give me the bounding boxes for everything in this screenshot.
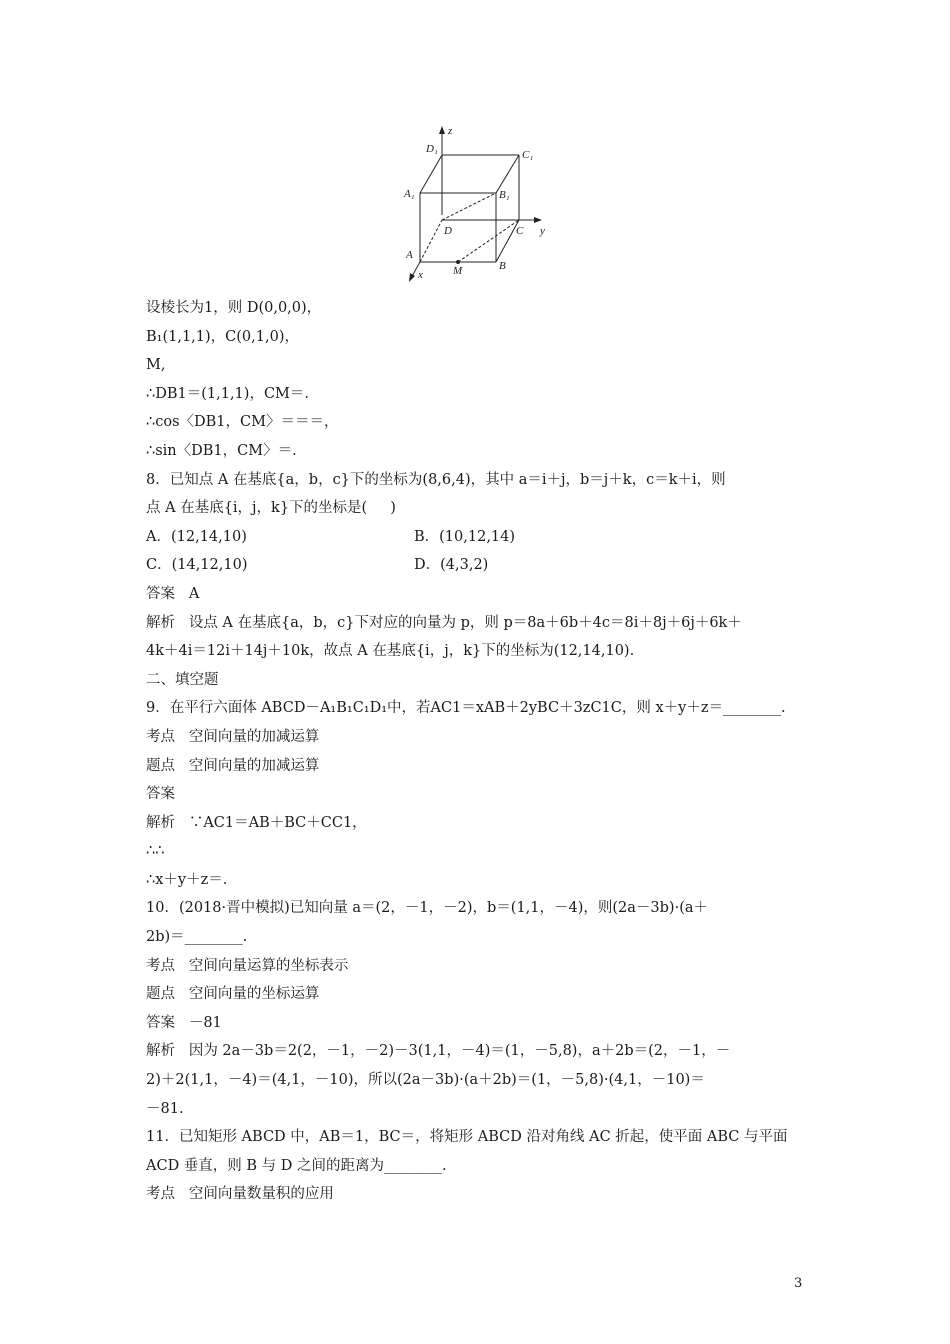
- option-c: C．(14,12,10): [146, 557, 248, 574]
- label-x: x: [418, 269, 423, 281]
- label-m: M: [453, 265, 463, 277]
- label-a1: A₁: [404, 188, 415, 200]
- label-d1: D₁: [426, 143, 438, 155]
- option-a: A．(12,14,10): [146, 528, 247, 545]
- z-axis-arrow: [439, 126, 445, 134]
- point-m: [456, 260, 460, 264]
- label-z: z: [448, 125, 453, 137]
- text-line: 题点 空间向量的坐标运算: [146, 986, 320, 1003]
- cube-diagram: [398, 122, 558, 287]
- question-9-line: 9．在平行六面体 ABCD－A₁B₁C₁D₁中，若AC1＝xAB＋2yBC＋3zC1C，则 x＋y＋z＝________.: [146, 700, 786, 717]
- answer-line: 答案 A: [146, 585, 200, 602]
- label-d: D: [444, 225, 452, 237]
- answer-line: 答案: [146, 786, 175, 803]
- text-line: 考点 空间向量的加减运算: [146, 728, 320, 745]
- edge-b1c1: [496, 155, 519, 193]
- question-10-line: 2b)＝________.: [146, 929, 248, 946]
- options-row: [146, 523, 816, 552]
- text-line: ∴DB1＝(1,1,1)，CM＝.: [146, 385, 309, 402]
- edge-a1d1: [420, 155, 442, 193]
- text-line: M,: [146, 357, 166, 374]
- question-10-line: 10．(2018·晋中模拟)已知向量 a＝(2，－1，－2)，b＝(1,1，－4)，则(2a－3b)·(a＋: [146, 900, 709, 917]
- label-c: C: [516, 225, 524, 237]
- x-axis-arrow: [409, 273, 415, 282]
- page-number: 3: [794, 1276, 803, 1291]
- cube-figure: [398, 122, 558, 287]
- text-line: ∴x＋y＋z＝.: [146, 871, 228, 888]
- hidden-edge-ad: [420, 220, 442, 262]
- analysis-line: 2)＋2(1,1，－4)＝(4,1，－10)，所以(2a－3b)·(a＋2b)＝(1，－5,8)·(4,1，－10)＝: [146, 1072, 705, 1089]
- text-line: B₁(1,1,1)，C(0,1,0)，: [146, 328, 299, 345]
- analysis-line: －81.: [146, 1100, 184, 1117]
- text-line: 考点 空间向量数量积的应用: [146, 1186, 334, 1203]
- label-a: A: [406, 249, 413, 261]
- question-8-line: 点 A 在基底{i，j，k}下的坐标是( ): [146, 500, 396, 517]
- text-line: ∴∴: [146, 843, 165, 860]
- question-8-line: 8．已知点 A 在基底{a，b，c}下的坐标为(8,6,4)，其中 a＝i＋j，b＝j＋k，c＝k＋i，则: [146, 471, 726, 488]
- y-axis-arrow: [534, 217, 542, 223]
- analysis-line: 解析 因为 2a－3b＝2(2，－1，－2)－3(1,1，－4)＝(1，－5,8)，a＋2b＝(2，－1，－: [146, 1043, 731, 1060]
- hidden-segment-cm: [458, 220, 519, 262]
- section-heading: 二、填空题: [146, 671, 219, 688]
- analysis-line: 4k＋4i＝12i＋14j＋10k，故点 A 在基底{i，j，k}下的坐标为(12,14,10).: [146, 643, 635, 660]
- question-11-line: ACD 垂直，则 B 与 D 之间的距离为________.: [146, 1157, 447, 1174]
- document-body: [146, 294, 816, 1209]
- label-y: y: [540, 225, 545, 237]
- answer-line: 答案 －81: [146, 1014, 222, 1031]
- text-line: ∴cos〈DB1，CM〉＝＝＝，: [146, 414, 339, 431]
- text-line: ∴sin〈DB1，CM〉＝.: [146, 442, 297, 459]
- label-b: B: [499, 260, 506, 272]
- label-c1: C₁: [522, 149, 534, 161]
- option-b: B．(10,12,14): [414, 528, 516, 545]
- text-line: 题点 空间向量的加减运算: [146, 757, 320, 774]
- label-b1: B₁: [499, 189, 510, 201]
- hidden-diagonal-db1: [442, 193, 496, 220]
- analysis-line: 解析 ∵AC1＝AB＋BC＋CC1，: [146, 814, 367, 831]
- options-row: [146, 551, 816, 580]
- question-11-line: 11．已知矩形 ABCD 中，AB＝1，BC＝，将矩形 ABCD 沿对角线 AC 折起，使平面 ABC 与平面: [146, 1129, 788, 1146]
- analysis-line: 解析 设点 A 在基底{a，b，c}下对应的向量为 p，则 p＝8a＋6b＋4c＝8i＋8j＋6j＋6k＋: [146, 614, 742, 631]
- text-line: 考点 空间向量运算的坐标表示: [146, 957, 349, 974]
- text-line: 设棱长为1，则 D(0,0,0)，: [146, 300, 322, 316]
- option-d: D．(4,3,2): [414, 557, 489, 574]
